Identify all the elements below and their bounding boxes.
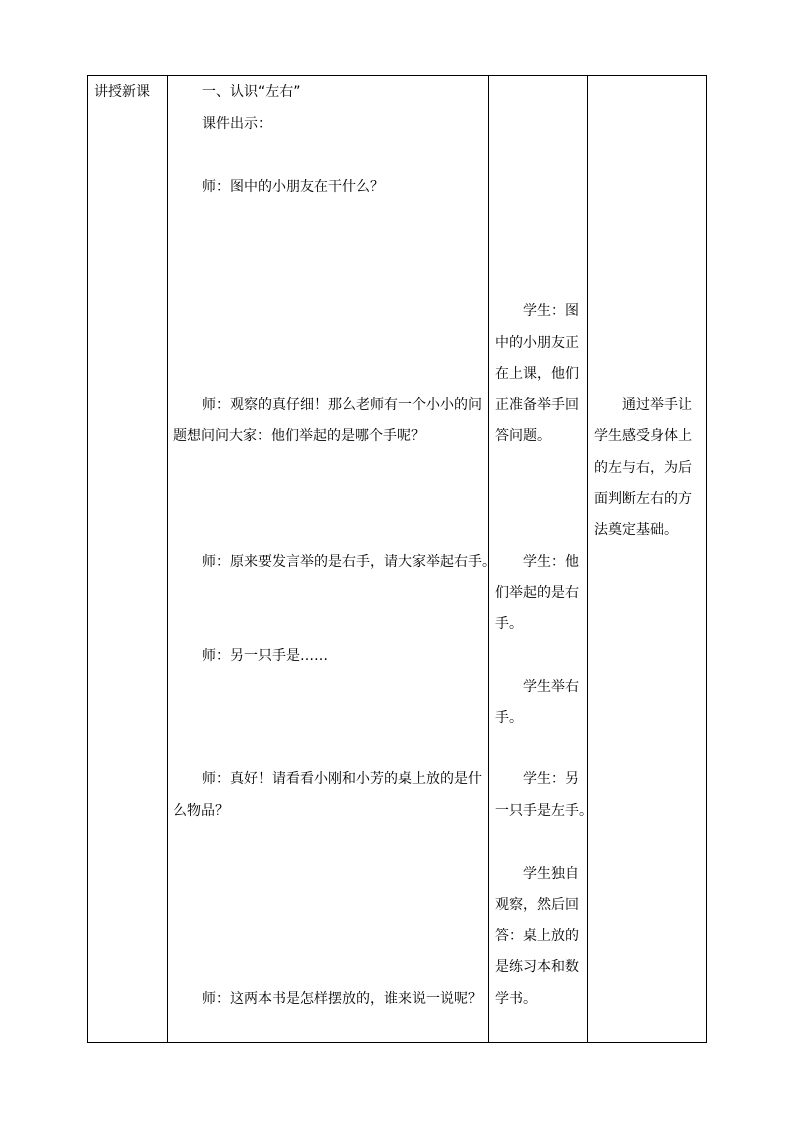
teacher-line: 师：观察的真仔细！那么老师有一个小小的问: [202, 397, 482, 413]
intent-line: 通过举手让: [622, 397, 692, 413]
student-line: 中的小朋友正: [495, 335, 579, 351]
table-top-border: [87, 75, 707, 76]
student-line: 正准备举手回: [495, 397, 579, 413]
teacher-line: 师：这两本书是怎样摆放的，谁来说一说呢？: [202, 991, 482, 1007]
student-line: 学生：图: [523, 303, 579, 319]
teacher-line: 一、认识“左右”: [202, 84, 301, 100]
intent-line: 面判断左右的方: [594, 491, 692, 507]
student-line: 学生：他: [523, 554, 579, 570]
teacher-line: 师：图中的小朋友在干什么？: [202, 179, 384, 195]
student-line: 在上课，他们: [495, 366, 579, 382]
intent-line: 法奠定基础。: [594, 522, 678, 538]
teacher-line: 师：另一只手是……: [202, 648, 328, 664]
column-divider-1: [167, 75, 168, 1043]
teacher-line: 师：真好！请看看小刚和小芳的桌上放的是什: [202, 771, 482, 787]
student-line: 学生举右: [523, 679, 579, 695]
student-line: 是练习本和数: [495, 959, 579, 975]
student-line: 学书。: [495, 991, 537, 1007]
student-line: 答问题。: [495, 428, 551, 444]
student-line: 学生：另: [523, 771, 579, 787]
table-left-border: [87, 75, 88, 1043]
student-line: 们举起的是右: [495, 585, 579, 601]
student-line: 手。: [495, 616, 523, 632]
teacher-line: 课件出示：: [202, 116, 272, 132]
student-line: 一只手是左手。: [495, 803, 593, 819]
intent-line: 的左与右，为后: [594, 460, 692, 476]
teacher-line: 么物品？: [173, 803, 229, 819]
section-label: 讲授新课: [94, 84, 150, 100]
intent-line: 学生感受身体上: [594, 428, 692, 444]
table-bottom-border: [87, 1042, 707, 1043]
student-line: 学生独自: [523, 866, 579, 882]
column-divider-3: [587, 75, 588, 1043]
teacher-line: 师：原来要发言举的是右手，请大家举起右手。: [202, 554, 496, 570]
teacher-line: 题想问问大家：他们举起的是哪个手呢？: [173, 428, 425, 444]
table-right-border: [706, 75, 707, 1043]
student-line: 手。: [495, 710, 523, 726]
student-line: 观察，然后回: [495, 897, 579, 913]
student-line: 答：桌上放的: [495, 928, 579, 944]
